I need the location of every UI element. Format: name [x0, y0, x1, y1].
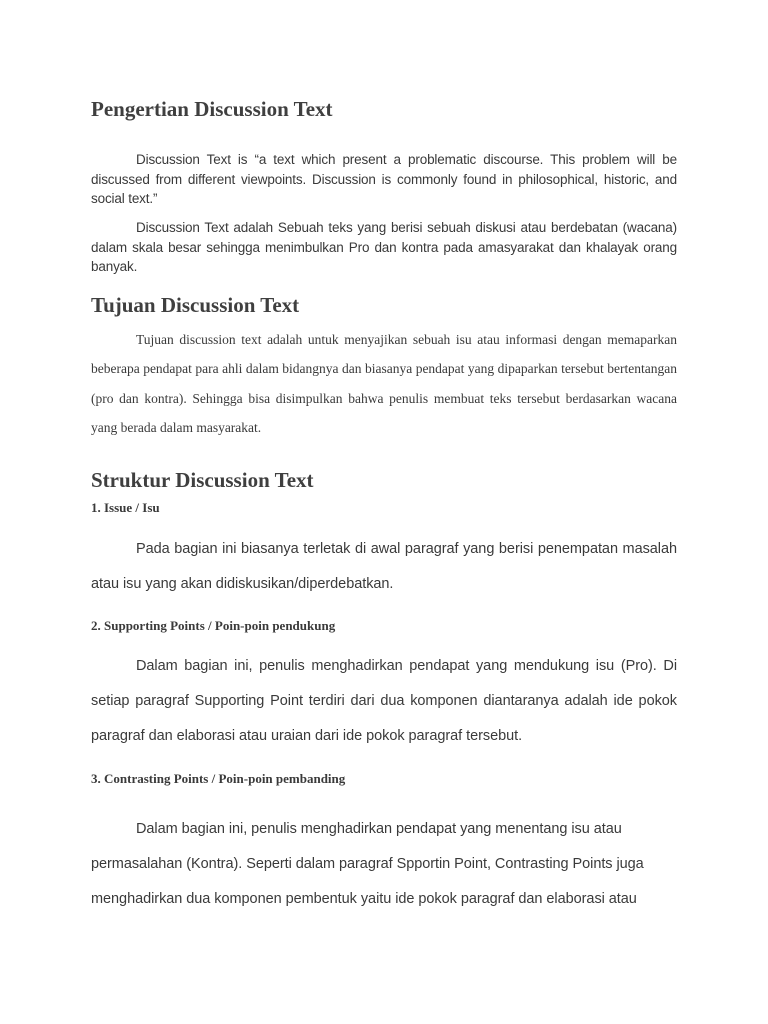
paragraph-issue: Pada bagian ini biasanya terletak di awal paragraf yang berisi penempatan masalah atau isu yang akan didiskusikan/diperdebatkan. [91, 541, 677, 592]
paragraph-tujuan: Tujuan discussion text adalah untuk menyajikan sebuah isu atau informasi dengan memaparkan beberapa pendapat para ahli dalam bidangnya dan biasanya pendapat yang dipaparkan tersebut bertentangan (pro dan kontra). Sehingga bisa disimpulkan bahwa penulis membuat teks tersebut berdasarkan wacana yang berada dalam masyarakat. [91, 332, 677, 435]
subheading-issue: 1. Issue / Isu [91, 500, 160, 515]
paragraph-pengertian-english: Discussion Text is “a text which present a problematic discourse. This problem will be discussed from different viewpoints. Discussion is commonly found in philosophical, historic, and social text.” [91, 152, 677, 206]
heading-tujuan: Tujuan Discussion Text [91, 293, 300, 317]
paragraph-supporting-points: Dalam bagian ini, penulis menghadirkan pendapat yang mendukung isu (Pro). Di setiap paragraf Supporting Point terdiri dari dua komponen diantaranya adalah ide pokok paragraf dan elaborasi atau uraian dari ide pokok paragraf tersebut. [91, 658, 677, 744]
subheading-supporting-points: 2. Supporting Points / Poin-poin pendukung [91, 618, 336, 633]
paragraph-contrasting-points: Dalam bagian ini, penulis menghadirkan pendapat yang menentang isu atau permasalahan (Kontra). Seperti dalam paragraf Spportin Point, Contrasting Points juga menghadirkan dua komponen pembentuk yaitu ide pokok paragraf dan elaborasi atau [91, 821, 644, 907]
heading-pengertian: Pengertian Discussion Text [91, 97, 333, 121]
heading-struktur: Struktur Discussion Text [91, 468, 314, 492]
subheading-contrasting-points: 3. Contrasting Points / Poin-poin pembanding [91, 771, 346, 786]
paragraph-pengertian-indonesian: Discussion Text adalah Sebuah teks yang berisi sebuah diskusi atau berdebatan (wacana) dalam skala besar sehingga menimbulkan Pro dan kontra pada amasyarakat dan khalayak orang banyak. [91, 220, 677, 274]
